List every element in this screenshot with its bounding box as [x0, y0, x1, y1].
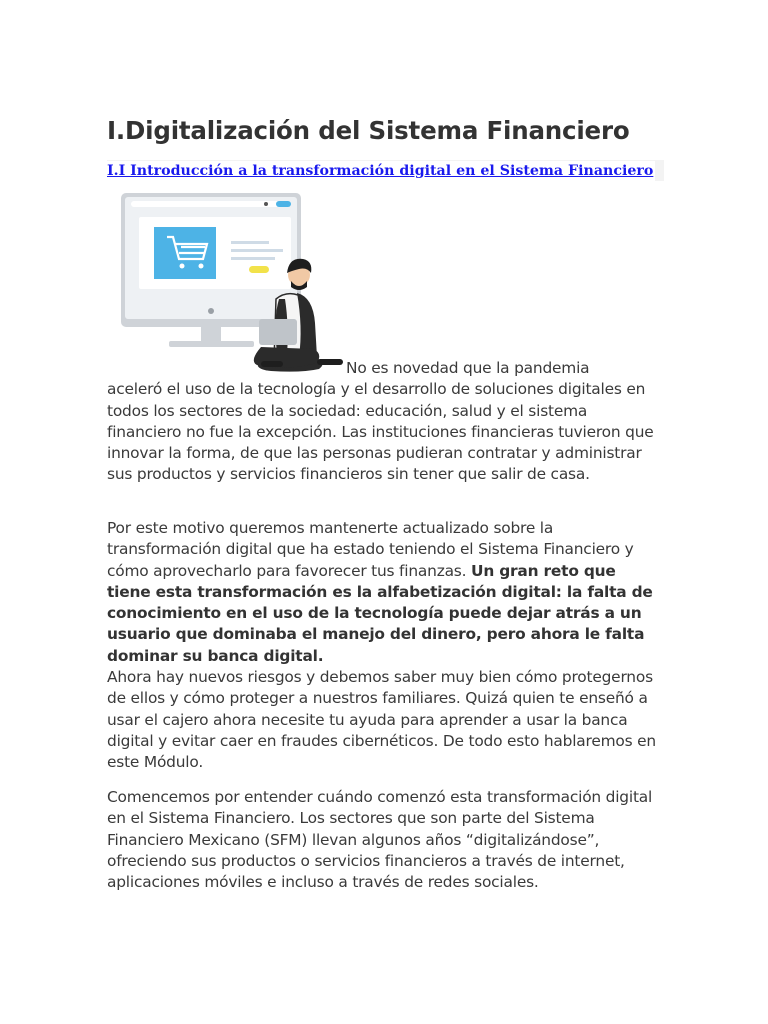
paragraph-1-body: aceleró el uso de la tecnología y el desarrollo de soluciones digitales en todos los sectores de la sociedad: educación, salud y el sistema financiero no fue la excepción. Las instituciones financieras tuvieron que innovar la forma, de que las personas pudieran contratar y administrar sus productos y servicios financieros sin tener que salir de casa.: [107, 380, 654, 484]
subtitle-bar: [107, 160, 664, 181]
paragraph-3: [107, 787, 659, 893]
shopping-cart-monitor-person-icon: [121, 189, 347, 375]
paragraph-2-intro: Por este motivo queremos mantenerte actualizado sobre la transformación digital que ha estado teniendo el Sistema Financiero y cómo aprovecharlo para favorecer tus finanzas.: [107, 519, 634, 580]
page-title: I.Digitalización del Sistema Financiero: [107, 116, 630, 145]
paragraph-2-after: Ahora hay nuevos riesgos y debemos saber muy bien cómo protegernos de ellos y cómo proteger a nuestros familiares. Quizá quien te enseñó a usar el cajero ahora necesite tu ayuda para aprender a usar la banca digital y evitar caer en fraudes cibernéticos. De todo esto hablaremos en este Módulo.: [107, 668, 656, 772]
paragraph-2-bold: Un gran reto que tiene esta transformación es la alfabetización digital: la falta de conocimiento en el uso de la tecnología puede dejar atrás a un usuario que dominaba el manejo del dinero, pero ahora le falta dominar su banca digital.: [107, 561, 653, 665]
paragraph-3-text: Comencemos por entender cuándo comenzó esta transformación digital en el Sistema Financiero. Los sectores que son parte del Sistema Financiero Mexicano (SFM) llevan algunos años “digitalizándose”, ofreciendo sus productos o servicios financieros a través de internet, aplicaciones móviles e incluso a través de redes sociales.: [107, 788, 653, 892]
subtitle-link[interactable]: I.I Introducción a la transformación digital en el Sistema Financiero: [107, 161, 655, 182]
paragraph-1: [107, 358, 659, 486]
paragraph-1-first-line: No es novedad que la pandemia: [346, 359, 590, 377]
paragraph-2: [107, 518, 659, 774]
document-page: [107, 112, 659, 892]
